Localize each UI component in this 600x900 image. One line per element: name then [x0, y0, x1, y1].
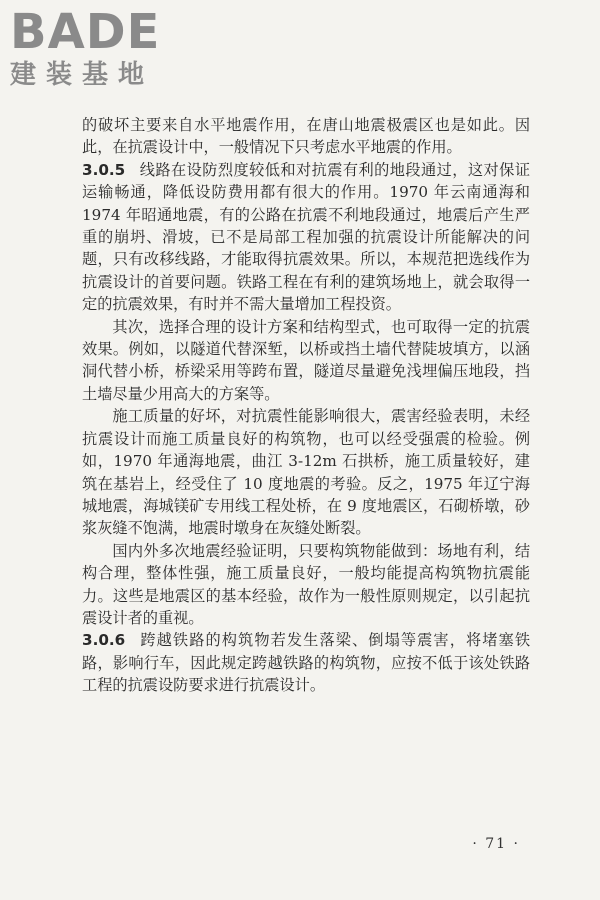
clause-number: 3.0.6	[82, 631, 126, 650]
clause-3-0-5	[82, 159, 530, 316]
paragraph-text: 施工质量的好坏，对抗震性能影响很大，震害经验表明，未经抗震设计而施工质量良好的构筑物，也可以经受强震的检验。例如，1970 年通海地震，曲江 3-12m 石拱桥，施工质量较好，建筑在基岩上，经受住了 10 度地震的考验。反之，1975 年辽宁海城地震，海城镁矿专用线工程处桥，在 9 度地震区，石砌桥墩，砂浆灰缝不饱满，地震时墩身在灰缝处断裂。	[82, 407, 530, 538]
logo-subtitle: 建装基地	[10, 60, 155, 90]
paragraph-design-scheme	[82, 316, 530, 406]
clause-number: 3.0.5	[82, 160, 126, 179]
page-number: · 71 ·	[472, 836, 520, 852]
paragraph-text: 跨越铁路的构筑物若发生落梁、倒塌等震害，将堵塞铁路，影响行车，因此规定跨越铁路的构筑物，应按不低于该处铁路工程的抗震设防要求进行抗震设计。	[82, 631, 530, 695]
logo-wordmark: BADE	[10, 4, 161, 60]
paragraph-text: 国内外多次地震经验证明，只要构筑物能做到：场地有利，结构合理，整体性强，施工质量良好，一般均能提高构筑物抗震能力。这些是地震区的基本经验，故作为一般性原则规定，以引起抗震设计者的重视。	[82, 541, 530, 627]
paragraph-text: 其次，选择合理的设计方案和结构型式，也可取得一定的抗震效果。例如，以隧道代替深堑，以桥或挡土墙代替陡坡填方，以涵洞代替小桥，桥梁采用等跨布置，隧道尽量避免浅埋偏压地段，挡土墙尽量少用高大的方案等。	[82, 317, 530, 403]
paragraph-text: 线路在设防烈度较低和对抗震有利的地段通过，这对保证运输畅通，降低设防费用都有很大的作用。1970 年云南通海和 1974 年昭通地震，有的公路在抗震不利地段通过，地震后产生严重的崩坍、滑坡，已不是局部工程加强的抗震设计所能解决的问题，只有改移线路，才能取得抗震效果。所以，本规范把选线作为抗震设计的首要问题。铁路工程在有利的建筑场地上，就会取得一定的抗震效果，有时并不需大量增加工程投资。	[82, 160, 530, 314]
document-body	[82, 114, 530, 697]
paragraph-text: 的破坏主要来自水平地震作用，在唐山地震极震区也是如此。因此，在抗震设计中，一般情况下只考虑水平地震的作用。	[82, 116, 530, 157]
paragraph-continuation	[82, 114, 530, 159]
paragraph-construction-quality	[82, 405, 530, 539]
clause-3-0-6	[82, 629, 530, 696]
brand-logo	[10, 4, 180, 90]
paragraph-experience	[82, 540, 530, 630]
